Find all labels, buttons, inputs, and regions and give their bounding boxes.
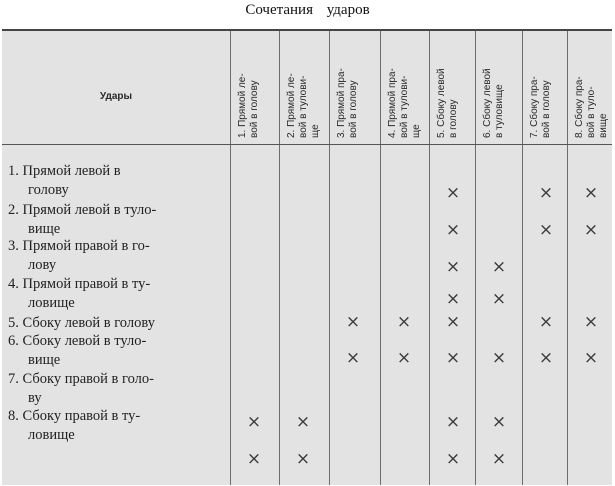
cross-mark-icon: × bbox=[445, 312, 461, 332]
cross-mark-icon: × bbox=[583, 348, 599, 368]
row-label-line2: вище bbox=[28, 352, 61, 368]
row-label-line2: вище bbox=[28, 221, 61, 237]
cross-mark-icon: × bbox=[295, 449, 311, 469]
row-label-line1: 3. Прямой правой в го- bbox=[8, 238, 150, 254]
cross-mark-icon: × bbox=[345, 312, 361, 332]
row-label-line2: голову bbox=[28, 182, 69, 198]
column-header-7: 7. Сбоку пра- вой в голову bbox=[529, 76, 552, 138]
column-divider bbox=[230, 31, 231, 485]
column-header-3: 3. Прямой пра- вой в голову bbox=[336, 68, 359, 138]
column-header-4: 4. Прямой пра- вой в тулови- ще bbox=[387, 68, 422, 138]
column-header-8: 8. Сбоку пра- вой в туло- вище bbox=[574, 76, 609, 138]
row-label-line2: ловище bbox=[28, 295, 75, 311]
cross-mark-icon: × bbox=[345, 348, 361, 368]
row-label-7 bbox=[8, 370, 154, 408]
row-label-2 bbox=[8, 201, 156, 239]
row-label-line1: 5. Сбоку левой в голову bbox=[8, 315, 155, 331]
cross-mark-icon: × bbox=[583, 220, 599, 240]
column-divider bbox=[380, 31, 381, 485]
cross-mark-icon: × bbox=[445, 289, 461, 309]
cross-mark-icon: × bbox=[445, 257, 461, 277]
row-label-4 bbox=[8, 275, 150, 313]
combinations-table bbox=[2, 29, 612, 485]
row-label-line1: 1. Прямой левой в bbox=[8, 163, 121, 179]
cross-mark-icon: × bbox=[396, 312, 412, 332]
column-header-6: 6. Сбоку левой в туловище bbox=[482, 68, 505, 138]
column-divider bbox=[429, 31, 430, 485]
cross-mark-icon: × bbox=[491, 449, 507, 469]
cross-mark-icon: × bbox=[445, 348, 461, 368]
cross-mark-icon: × bbox=[396, 348, 412, 368]
row-label-line1: 7. Сбоку правой в голо- bbox=[8, 371, 154, 387]
row-label-6 bbox=[8, 332, 146, 370]
row-label-1 bbox=[8, 162, 121, 200]
cross-mark-icon: × bbox=[491, 348, 507, 368]
column-header-1: 1. Прямой ле- вой в голову bbox=[237, 73, 260, 138]
cross-mark-icon: × bbox=[583, 312, 599, 332]
header-divider bbox=[2, 144, 612, 145]
cross-mark-icon: × bbox=[246, 412, 262, 432]
column-divider bbox=[329, 31, 330, 485]
table-title: Сочетания ударов bbox=[245, 2, 370, 18]
row-label-line2: ловище bbox=[28, 427, 75, 443]
rows-header-label: Удары bbox=[99, 91, 133, 102]
row-label-line2: лову bbox=[28, 257, 57, 273]
cross-mark-icon: × bbox=[445, 449, 461, 469]
cross-mark-icon: × bbox=[445, 183, 461, 203]
row-label-line2: ву bbox=[28, 390, 42, 406]
column-header-5: 5. Сбоку левой в голову bbox=[436, 68, 459, 138]
cross-mark-icon: × bbox=[491, 289, 507, 309]
row-label-line1: 8. Сбоку правой в ту- bbox=[8, 408, 141, 424]
column-header-2: 2. Прямой ле- вой в тулови- ще bbox=[286, 73, 321, 138]
cross-mark-icon: × bbox=[445, 412, 461, 432]
cross-mark-icon: × bbox=[538, 348, 554, 368]
row-label-line1: 2. Прямой левой в туло- bbox=[8, 202, 157, 218]
row-label-3 bbox=[8, 237, 150, 275]
column-divider bbox=[279, 31, 280, 485]
row-label-line1: 6. Сбоку левой в туло- bbox=[8, 333, 147, 349]
cross-mark-icon: × bbox=[491, 257, 507, 277]
row-label-line1: 4. Прямой правой в ту- bbox=[8, 276, 151, 292]
cross-mark-icon: × bbox=[295, 412, 311, 432]
row-label-5 bbox=[8, 314, 155, 333]
cross-mark-icon: × bbox=[445, 220, 461, 240]
cross-mark-icon: × bbox=[538, 183, 554, 203]
cross-mark-icon: × bbox=[583, 183, 599, 203]
cross-mark-icon: × bbox=[246, 449, 262, 469]
row-label-8 bbox=[8, 407, 140, 445]
cross-mark-icon: × bbox=[491, 412, 507, 432]
cross-mark-icon: × bbox=[538, 312, 554, 332]
cross-mark-icon: × bbox=[538, 220, 554, 240]
